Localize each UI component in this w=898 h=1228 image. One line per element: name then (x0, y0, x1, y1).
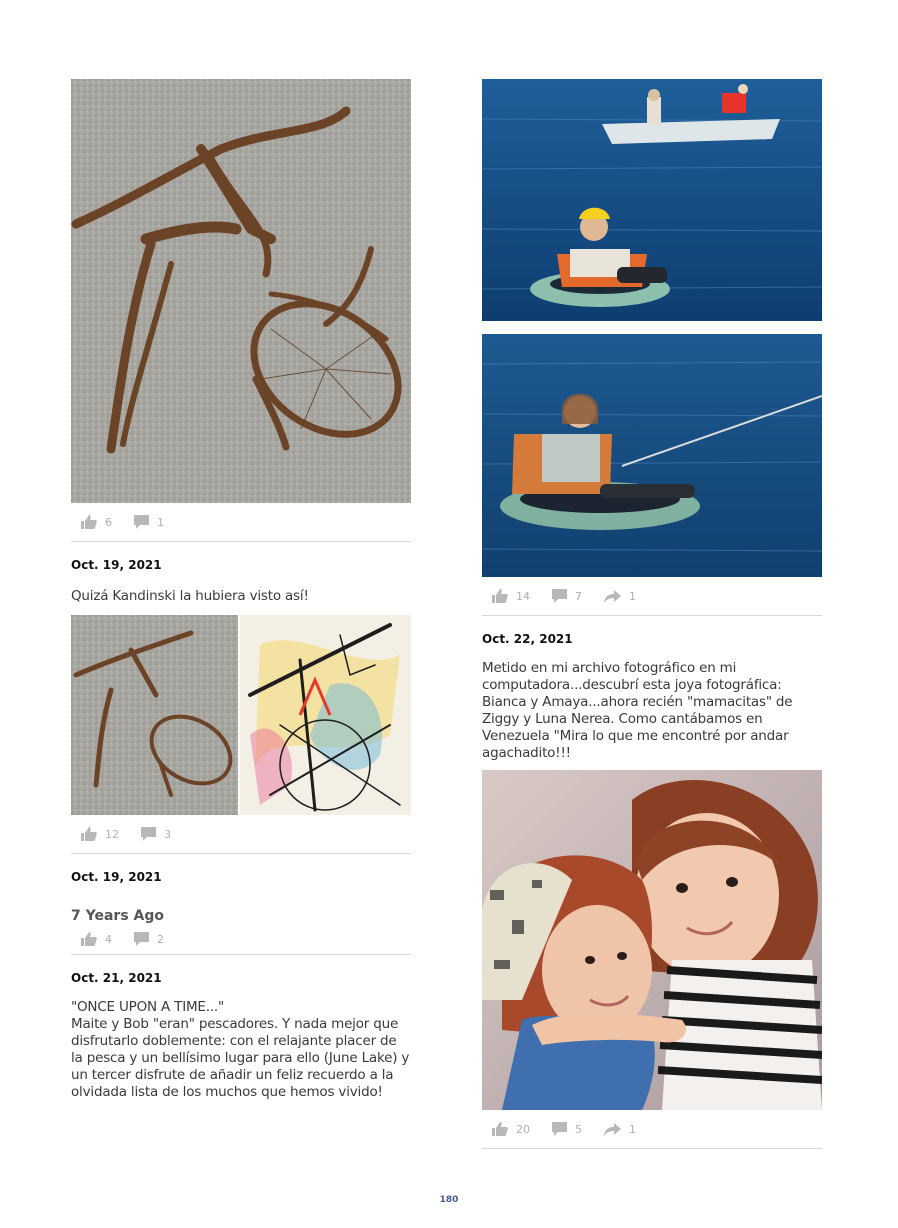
photo-kandinsky-drawing[interactable] (240, 615, 411, 815)
post-subtitle: 7 Years Ago (71, 908, 164, 924)
share-arrow-icon (604, 589, 621, 603)
like-stat[interactable] (492, 1122, 530, 1136)
thumbs-up-icon (492, 1122, 508, 1136)
post-caption: Metido en mi archivo fotográfico en mi computadora...descubrí esta joya fotográfica: Bianca y Amaya...ahora recién "mamacitas" de Ziggy y Luna Nerea. Como cantábamos en Venezuela "Mira lo que me encontré por andar agachadito!!! (482, 660, 793, 761)
comment-count: 2 (157, 932, 164, 946)
speech-bubble-icon (552, 589, 567, 603)
comment-count: 7 (575, 589, 582, 603)
speech-bubble-icon (141, 827, 156, 841)
like-stat[interactable] (81, 827, 119, 841)
like-count: 4 (105, 932, 112, 946)
comment-stat[interactable] (552, 589, 582, 603)
thumbs-up-icon (81, 932, 97, 946)
like-count: 14 (516, 589, 530, 603)
like-stat[interactable] (81, 515, 112, 529)
left-column (71, 79, 411, 1101)
comment-stat[interactable] (134, 515, 164, 529)
post-stats (482, 577, 822, 616)
speech-bubble-icon (134, 932, 149, 946)
share-stat[interactable] (604, 1122, 636, 1136)
like-stat[interactable] (492, 589, 530, 603)
post-date: Oct. 19, 2021 (71, 558, 162, 572)
post-caption: Quizá Kandinski la hubiera visto así! (71, 588, 309, 604)
post-stats (71, 815, 411, 854)
comment-count: 5 (575, 1122, 582, 1136)
photo-two-girls-hugging[interactable] (482, 770, 822, 1110)
right-column (482, 79, 822, 1149)
page-number: 180 (439, 1195, 459, 1205)
share-count: 1 (629, 1122, 636, 1136)
comment-count: 1 (157, 515, 164, 529)
comment-stat[interactable] (552, 1122, 582, 1136)
thumbs-up-icon (81, 827, 97, 841)
post-stats (71, 924, 411, 955)
like-count: 20 (516, 1122, 530, 1136)
photo-lake-float-tube[interactable] (482, 79, 822, 321)
share-arrow-icon (604, 1122, 621, 1136)
like-stat[interactable] (81, 932, 112, 946)
photo-pair (71, 615, 411, 815)
share-stat[interactable] (604, 589, 636, 603)
post-caption: Maite y Bob "eran" pescadores. Y nada mejor que disfrutarlo doblemente: con el relajante placer de la pesca y un bellísimo lugar para ello (June Lake) y un tercer disfrute de añadir un feliz recuerdo a la olvidada lista de los muchos que hemos vivido! (71, 1016, 410, 1100)
comment-count: 3 (164, 827, 171, 841)
thumbs-up-icon (492, 589, 508, 603)
post-stats (482, 1110, 822, 1149)
comment-stat[interactable] (141, 827, 171, 841)
post-date: Oct. 22, 2021 (482, 632, 573, 646)
post-date: Oct. 21, 2021 (71, 971, 162, 985)
thumbs-up-icon (81, 515, 97, 529)
like-count: 12 (105, 827, 119, 841)
photo-tricycle-small[interactable] (71, 615, 238, 815)
speech-bubble-icon (134, 515, 149, 529)
post-caption-heading: "ONCE UPON A TIME..." (71, 999, 225, 1015)
comment-stat[interactable] (134, 932, 164, 946)
speech-bubble-icon (552, 1122, 567, 1136)
like-count: 6 (105, 515, 112, 529)
post-stats (71, 503, 411, 542)
post-date: Oct. 19, 2021 (71, 870, 162, 884)
share-count: 1 (629, 589, 636, 603)
photo-woman-fishing[interactable] (482, 334, 822, 577)
photo-rusty-tricycle[interactable] (71, 79, 411, 503)
